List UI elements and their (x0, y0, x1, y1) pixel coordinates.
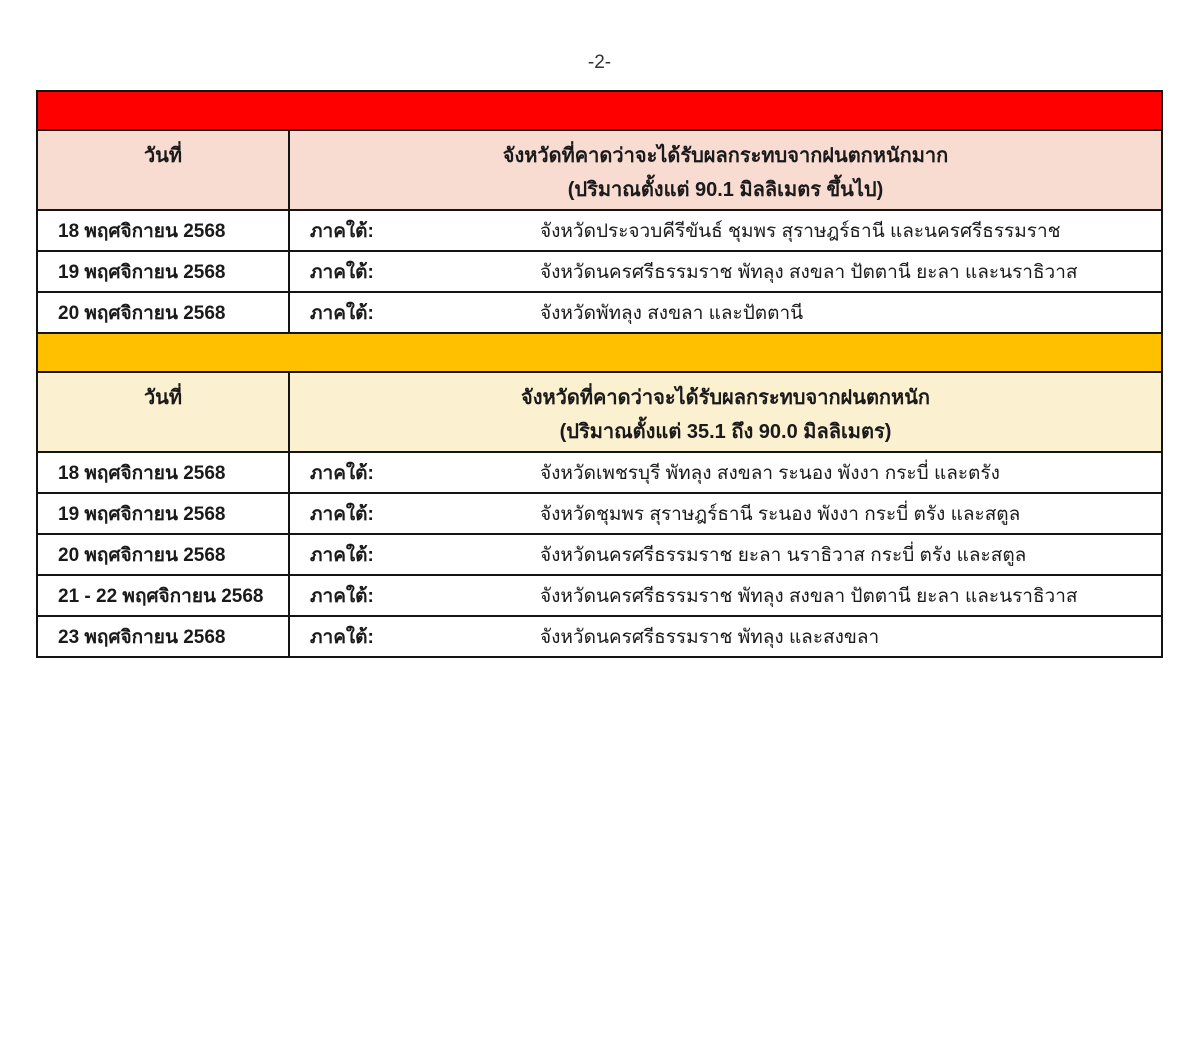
table-row (38, 209, 1161, 250)
date-cell: 21 - 22 พฤศจิกายน 2568 (38, 576, 290, 615)
provinces-text: จังหวัดประจวบคีรีขันธ์ ชุมพร สุราษฎร์ธานี และนครศรีธรรมราช (540, 220, 1061, 242)
region-label: ภาคใต้: (310, 302, 374, 324)
impact-column-header (290, 131, 1161, 209)
region-label: ภาคใต้: (310, 462, 374, 484)
heavy-rain-banner (38, 332, 1161, 371)
table-row (38, 615, 1161, 656)
impact-cell (290, 293, 1161, 332)
impact-cell (290, 576, 1161, 615)
provinces-text: จังหวัดนครศรีธรรมราช พัทลุง สงขลา ปัตตานี ยะลา และนราธิวาส (540, 261, 1078, 283)
date-cell: 18 พฤศจิกายน 2568 (38, 453, 290, 492)
table-row (38, 574, 1161, 615)
date-cell: 19 พฤศจิกายน 2568 (38, 252, 290, 291)
region-label: ภาคใต้: (310, 544, 374, 566)
region-label: ภาคใต้: (310, 261, 374, 283)
impact-header-line2: (ปริมาณตั้งแต่ 35.1 ถึง 90.0 มิลลิเมตร) (559, 421, 892, 443)
impact-header-line1: จังหวัดที่คาดว่าจะได้รับผลกระทบจากฝนตกหนัก (520, 387, 931, 409)
impact-header-line1: จังหวัดที่คาดว่าจะได้รับผลกระทบจากฝนตกหนักมาก (502, 145, 949, 167)
table-row (38, 451, 1161, 492)
date-cell: 20 พฤศจิกายน 2568 (38, 293, 290, 332)
region-label: ภาคใต้: (310, 220, 374, 242)
table-row (38, 533, 1161, 574)
table-row (38, 250, 1161, 291)
table-row (38, 291, 1161, 332)
provinces-text: จังหวัดเพชรบุรี พัทลุง สงขลา ระนอง พังงา กระบี่ และตรัง (540, 462, 1000, 484)
very-heavy-rain-header-row (38, 129, 1161, 209)
impact-cell (290, 617, 1161, 656)
impact-cell (290, 453, 1161, 492)
provinces-text: จังหวัดนครศรีธรรมราช พัทลุง และสงขลา (540, 626, 880, 648)
region-label: ภาคใต้: (310, 503, 374, 525)
impact-column-header (290, 373, 1161, 451)
impact-cell (290, 494, 1161, 533)
rain-impact-tables (36, 90, 1163, 658)
provinces-text: จังหวัดนครศรีธรรมราช ยะลา นราธิวาส กระบี่ ตรัง และสตูล (540, 544, 1027, 566)
date-cell: 19 พฤศจิกายน 2568 (38, 494, 290, 533)
region-label: ภาคใต้: (310, 626, 374, 648)
region-label: ภาคใต้: (310, 585, 374, 607)
impact-cell (290, 252, 1161, 291)
page-number: -2- (587, 52, 612, 73)
table-row (38, 492, 1161, 533)
provinces-text: จังหวัดพัทลุง สงขลา และปัตตานี (540, 302, 804, 324)
provinces-text: จังหวัดนครศรีธรรมราช พัทลุง สงขลา ปัตตานี ยะลา และนราธิวาส (540, 585, 1078, 607)
impact-cell (290, 535, 1161, 574)
impact-cell (290, 211, 1161, 250)
date-column-header: วันที่ (38, 373, 290, 451)
heavy-rain-header-row (38, 371, 1161, 451)
date-cell: 20 พฤศจิกายน 2568 (38, 535, 290, 574)
very-heavy-rain-banner (38, 92, 1161, 129)
provinces-text: จังหวัดชุมพร สุราษฎร์ธานี ระนอง พังงา กระบี่ ตรัง และสตูล (540, 503, 1021, 525)
date-column-header: วันที่ (38, 131, 290, 209)
impact-header-line2: (ปริมาณตั้งแต่ 90.1 มิลลิเมตร ขึ้นไป) (567, 179, 884, 201)
date-cell: 23 พฤศจิกายน 2568 (38, 617, 290, 656)
date-cell: 18 พฤศจิกายน 2568 (38, 211, 290, 250)
